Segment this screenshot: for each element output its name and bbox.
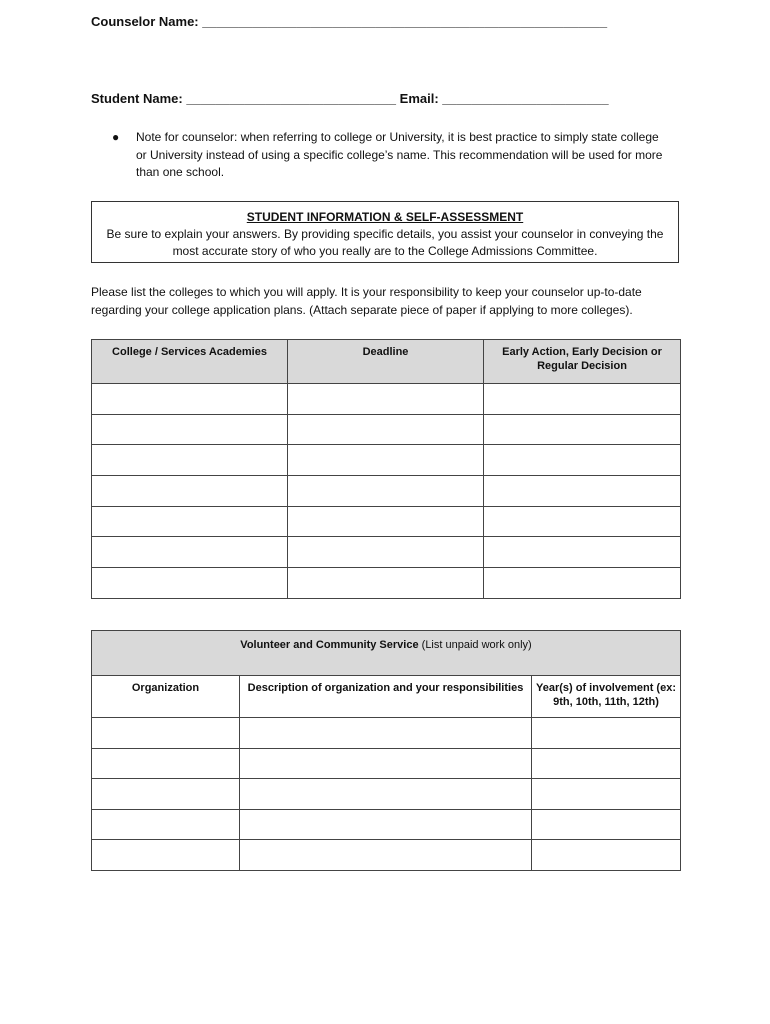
volunteer-cell[interactable]: [240, 718, 532, 749]
colleges-cell[interactable]: [288, 476, 484, 507]
colleges-cell[interactable]: [484, 445, 681, 476]
colleges-table-header: [92, 340, 681, 384]
colleges-table: [91, 339, 681, 599]
email-label: Email:: [399, 91, 439, 106]
table-row: [92, 718, 681, 749]
assessment-box: [91, 201, 679, 263]
table-row: [92, 568, 681, 599]
colleges-cell[interactable]: [484, 537, 681, 568]
colleges-cell[interactable]: [288, 568, 484, 599]
colleges-cell[interactable]: [484, 568, 681, 599]
table-row: [92, 414, 681, 445]
volunteer-cell[interactable]: [532, 779, 681, 810]
counselor-note-text: Note for counselor: when referring to college or University, it is best practice to simply state college or University instead of using a specific college’s name. This recommendation will be used for more than one school.: [136, 130, 663, 179]
volunteer-cell[interactable]: [240, 840, 532, 871]
counselor-note: [112, 129, 672, 182]
volunteer-cell[interactable]: [240, 779, 532, 810]
table-row: [92, 476, 681, 507]
assessment-title: STUDENT INFORMATION & SELF-ASSESSMENT: [246, 210, 524, 224]
table-row: [92, 506, 681, 537]
volunteer-cell[interactable]: [92, 779, 240, 810]
volunteer-cell[interactable]: [532, 718, 681, 749]
colleges-cell[interactable]: [92, 568, 288, 599]
volunteer-cell[interactable]: [532, 748, 681, 779]
colleges-cell[interactable]: [92, 537, 288, 568]
decision-type-column-header: Early Action, Early Decision or Regular Decision: [484, 340, 681, 384]
volunteer-cell[interactable]: [532, 840, 681, 871]
volunteer-cell[interactable]: [92, 718, 240, 749]
colleges-cell[interactable]: [92, 445, 288, 476]
table-row: [92, 840, 681, 871]
volunteer-cell[interactable]: [240, 748, 532, 779]
table-row: [92, 748, 681, 779]
volunteer-table-header: [92, 676, 681, 718]
organization-column-header: Organization: [92, 676, 240, 718]
colleges-cell[interactable]: [92, 506, 288, 537]
student-name-field[interactable]: _____________________________: [186, 91, 397, 106]
table-row: [92, 537, 681, 568]
colleges-cell[interactable]: [288, 384, 484, 415]
email-field[interactable]: _______________________: [442, 91, 609, 106]
colleges-cell[interactable]: [288, 506, 484, 537]
colleges-cell[interactable]: [484, 384, 681, 415]
table-row: [92, 809, 681, 840]
volunteer-cell[interactable]: [92, 809, 240, 840]
table-row: [92, 779, 681, 810]
deadline-column-header: Deadline: [288, 340, 484, 384]
student-name-line: [91, 91, 609, 106]
volunteer-table: [91, 630, 681, 871]
colleges-cell[interactable]: [288, 537, 484, 568]
colleges-cell[interactable]: [288, 414, 484, 445]
volunteer-cell[interactable]: [532, 809, 681, 840]
volunteer-table-caption: [92, 631, 681, 676]
colleges-cell[interactable]: [92, 414, 288, 445]
student-name-label: Student Name:: [91, 91, 183, 106]
table-row: [92, 445, 681, 476]
colleges-cell[interactable]: [484, 506, 681, 537]
colleges-cell[interactable]: [92, 384, 288, 415]
counselor-name-label: Counselor Name:: [91, 14, 199, 29]
counselor-name-field[interactable]: ________________________________________________________: [202, 14, 608, 29]
colleges-cell[interactable]: [484, 476, 681, 507]
counselor-name-line: [91, 14, 607, 29]
table-row: [92, 384, 681, 415]
years-column-header: Year(s) of involvement (ex: 9th, 10th, 11th, 12th): [532, 676, 681, 718]
volunteer-caption-title: Volunteer and Community Service: [240, 639, 419, 651]
description-column-header: Description of organization and your responsibilities: [240, 676, 532, 718]
volunteer-cell[interactable]: [92, 748, 240, 779]
colleges-cell[interactable]: [484, 414, 681, 445]
bullet-icon: ●: [112, 130, 120, 144]
colleges-cell[interactable]: [92, 476, 288, 507]
colleges-cell[interactable]: [288, 445, 484, 476]
assessment-body: Be sure to explain your answers. By providing specific details, you assist your counselor in conveying the most accurate story of who you really are to the College Admissions Committee.: [106, 227, 664, 258]
volunteer-cell[interactable]: [92, 840, 240, 871]
volunteer-caption-note: (List unpaid work only): [421, 639, 532, 651]
college-column-header: College / Services Academies: [92, 340, 288, 384]
volunteer-cell[interactable]: [240, 809, 532, 840]
colleges-intro: Please list the colleges to which you will apply. It is your responsibility to keep your counselor up-to-date regarding your college application plans. (Attach separate piece of paper if applying to more colleges).: [91, 285, 642, 317]
